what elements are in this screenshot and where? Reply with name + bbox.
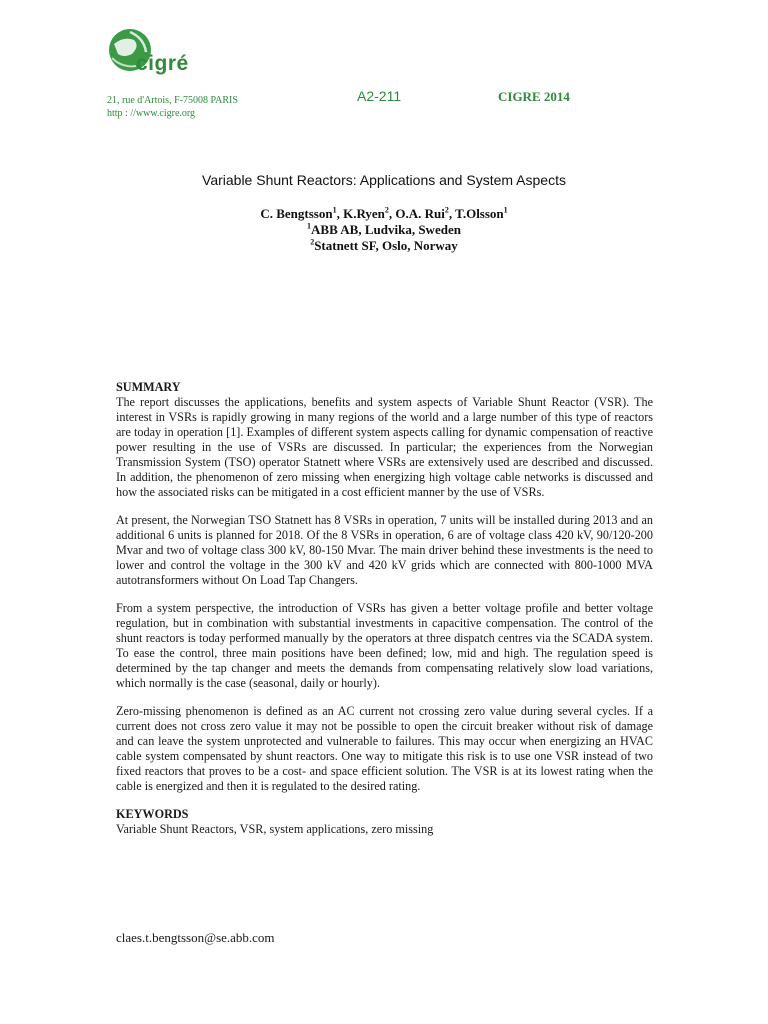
logo-wordmark: cigré [136, 52, 189, 75]
paper-title: Variable Shunt Reactors: Applications and System Aspects [202, 172, 566, 188]
summary-paragraph: From a system perspective, the introduction of VSRs has given a better voltage profile and better voltage regulation, but in combination with substantial investments in capacitive compensation. The control of the shunt reactors is today performed manually by the operators at three dispatch centres via the SCADA system. To ease the control, three main positions have been defined; low, mid and high. The regulation speed is determined by the tap changer and meets the demands from compensating relatively slow load variations, which normally is the case (seasonal, daily or hourly). [116, 601, 653, 690]
paper-body [116, 380, 653, 850]
author-email[interactable]: claes.t.bengtsson@se.abb.com [116, 930, 275, 945]
cigre-logo [100, 24, 189, 84]
header-url[interactable]: http : //www.cigre.org [107, 108, 196, 119]
keywords-heading: KEYWORDS [116, 807, 189, 821]
author-sup: 1 [503, 205, 508, 215]
summary-paragraph: Zero-missing phenomenon is defined as an AC current not crossing zero value during several cycles. If a current does not cross zero value it may not be possible to open the circuit breaker without risk of damage and can leave the system unprotected and vulnerable to failures. This may occur when energizing an HVAC cable system compensated by shunt reactors. One way to mitigate this risk is to use one VSR instead of two fixed reactors that proves to be a cost- and space efficient solution. The VSR is at its lowest rating when the cable is energized and then it is regulated to the desired rating. [116, 704, 653, 793]
paper-code: A2-211 [357, 88, 402, 104]
author-sup: 1 [332, 205, 337, 215]
author-sup: 2 [384, 205, 389, 215]
author-name: O.A. Rui [395, 206, 445, 221]
summary-paragraph: At present, the Norwegian TSO Statnett has 8 VSRs in operation, 7 units will be installed during 2013 and an additional 6 units is planned for 2018. Of the 8 VSRs in operation, 6 are of voltage class 420 kV, 90/120-200 Mvar and two of voltage class 300 kV, 80-150 Mvar. The main driver behind these investments is the need to lower and control the voltage in the 300 kV and 420 kV grids which are connected with 800-1000 MVA autotransformers without On Load Tap Changers. [116, 513, 653, 587]
author-list: C. Bengtsson$^1$, K.Ryen$^2$, O.A. Rui$^2$, T.Olsson$^1$ [260, 205, 508, 221]
header-address: 21, rue d'Artois, F-75008 PARIS [107, 95, 238, 106]
affiliation: $^1$ABB AB, Ludvika, Sweden [307, 221, 461, 237]
header-address-block [107, 94, 238, 120]
author-sup: 2 [444, 205, 449, 215]
author-name: K.Ryen [343, 206, 385, 221]
summary-heading: SUMMARY [116, 380, 181, 394]
summary-paragraph: The report discusses the applications, benefits and system aspects of Variable Shunt Reactor (VSR). The interest in VSRs is rapidly growing in many regions of the world and a large number of this type of reactors are today in operation [1]. Examples of different system aspects calling for dynamic compensation of reactive power resulting in the use of VSRs are discussed. In particular; the experiences from the Norwegian Transmission System (TSO) operator Statnett where VSRs are extensively used are described and discussed. In addition, the phenomenon of zero missing when energizing high voltage cable networks is discussed and how the associated risks can be mitigated in a cost efficient manner by the use of VSRs. [116, 395, 653, 499]
keywords-text: Variable Shunt Reactors, VSR, system applications, zero missing [116, 822, 434, 836]
affiliation: $^2$Statnett SF, Oslo, Norway [310, 237, 458, 253]
conference-name: CIGRE 2014 [498, 89, 570, 104]
author-name: T.Olsson [455, 206, 504, 221]
author-name: C. Bengtsson [260, 206, 333, 221]
author-block [0, 206, 768, 254]
